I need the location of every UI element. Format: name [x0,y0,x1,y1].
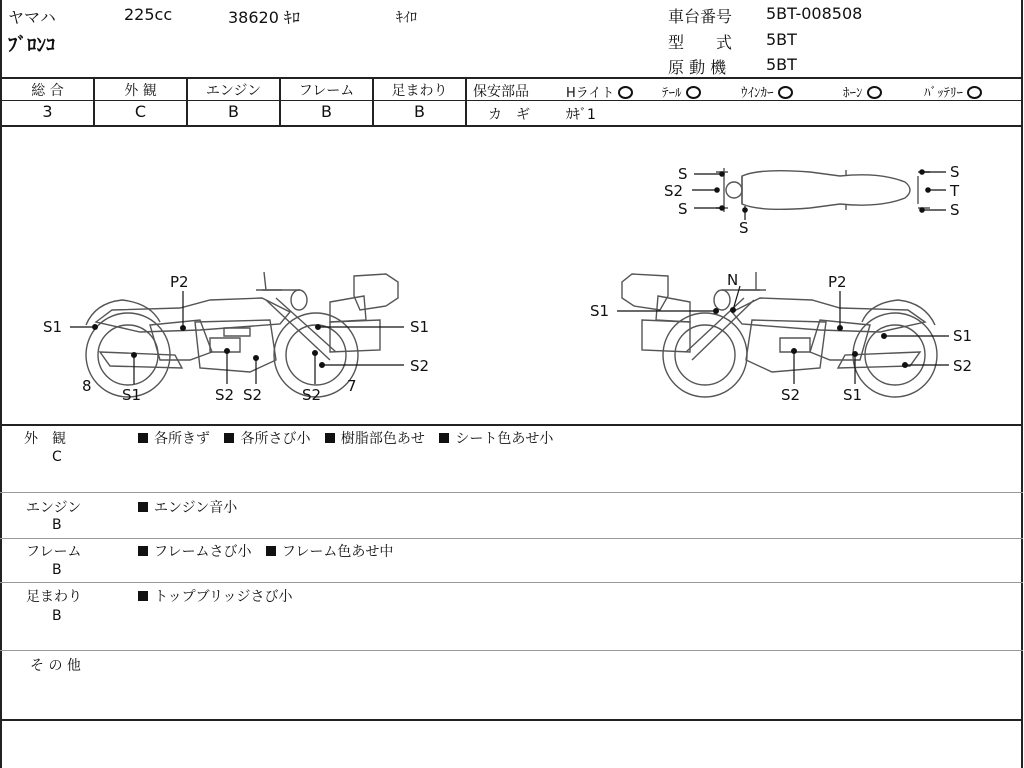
safety-item-headlight [566,82,633,101]
note-item: エンジン音小 [154,500,238,516]
safety-item-winker [741,82,793,101]
bullet-square-icon [439,433,449,443]
safety-parts-title: 保安部品 [473,84,529,100]
diagram-label: S2 [664,182,684,200]
grade-value-frame: B [321,102,332,121]
grade-value-total: 3 [42,102,53,121]
safety-item-label: ﾎｰﾝ [843,86,863,101]
divider-footer [0,719,1023,721]
diagram-label: S1 [43,318,63,336]
safety-item-horn [843,82,882,101]
grade-label-engine: エンジン [205,83,262,99]
diagram-label: S [739,219,749,237]
divider-header [0,77,1023,79]
color: ｷｲﾛ [396,10,417,26]
displacement: 225cc [124,5,173,24]
ok-circle-icon [867,86,882,99]
frame-number-value: 5BT-008508 [766,4,863,23]
note-grade-engine: B [52,517,62,533]
diagram-label: S2 [953,357,973,375]
bullet-square-icon [138,502,148,512]
grade-label-total: 総 合 [31,83,64,99]
diagram-label: S2 [215,386,235,404]
diagram-label: S2 [781,386,801,404]
grade-value-engine: B [228,102,239,121]
diagram-label: S [950,163,960,181]
bike-right-side-icon [622,272,937,397]
bullet-square-icon [138,546,148,556]
diagram-label: S [950,201,960,219]
diagram-label: S1 [410,318,430,336]
diagram-label: 8 [82,377,92,395]
type-label: 型 式 [668,33,733,52]
safety-item-label: ｳｲﾝｶｰ [741,86,774,101]
frame-number-label: 車台番号 [668,7,733,26]
note-item: 各所きず [154,431,210,447]
mileage: 38620 ｷﾛ [228,8,300,27]
bullet-square-icon [138,591,148,601]
note-items-engine [138,497,247,517]
safety-item-tail [662,82,701,101]
grade-value-suspension: B [414,102,425,121]
diagram-label: T [950,182,960,200]
diagram-label: S2 [302,386,322,404]
note-grade-suspension: B [52,608,62,624]
maker-name: ヤマハ [8,8,56,27]
safety-item-battery [924,82,982,101]
diagram-label: P2 [170,273,189,291]
diagram-label: S2 [243,386,263,404]
note-title-engine: エンジン [26,500,82,516]
diagram-label: S [678,165,688,183]
grade-label-suspension: 足まわり [391,83,448,99]
diagram-label: S1 [953,327,973,345]
key-label: カ ギ [488,107,530,123]
note-item: フレームさび小 [154,544,252,560]
diagram-label: 7 [347,377,357,395]
divider-note-4 [0,650,1023,651]
model-name: ﾌﾞﾛﾝｺ [8,34,56,56]
engine-model-label: 原 動 機 [668,58,727,77]
diagram-label: S2 [410,357,430,375]
ok-circle-icon [778,86,793,99]
safety-item-label: ﾊﾞｯﾃﾘｰ [924,86,963,101]
note-item: 樹脂部色あせ [340,431,425,447]
note-items-frame [138,541,403,561]
diagram-label: S1 [843,386,863,404]
grade-label-frame: フレーム [298,83,355,99]
divider-diagram [0,424,1023,426]
ok-circle-icon [967,86,982,99]
type-value: 5BT [766,30,797,49]
ok-circle-icon [686,86,701,99]
note-grade-frame: B [52,562,62,578]
divider-note-1 [0,492,1023,493]
note-title-suspension: 足まわり [26,589,82,605]
grade-sep-5 [465,77,467,126]
diagram-label: P2 [828,273,847,291]
grade-label-exterior: 外 観 [124,83,157,99]
ok-circle-icon [618,86,633,99]
bullet-square-icon [325,433,335,443]
note-grade-exterior: C [52,449,62,465]
bullet-square-icon [224,433,234,443]
safety-item-label: Hライト [566,86,615,101]
bike-top-view-icon [716,168,930,212]
note-title-exterior: 外 観 [24,431,66,447]
diagram-label: S [678,200,688,218]
divider-note-3 [0,582,1023,583]
note-item: 各所さび小 [240,431,311,447]
safety-item-label: ﾃｰﾙ [662,86,682,101]
note-items-exterior [138,428,563,448]
note-item: フレーム色あせ中 [281,544,394,560]
note-title-other: そ の 他 [30,658,81,674]
grade-value-exterior: C [134,102,147,121]
diagram-label: S1 [122,386,142,404]
bullet-square-icon [266,546,276,556]
note-item: シート色あせ小 [455,431,554,447]
diagram-label: N [727,271,739,289]
note-title-frame: フレーム [26,544,82,560]
note-item: トップブリッジさび小 [154,589,293,605]
divider-note-2 [0,538,1023,539]
damage-diagram [0,127,1022,423]
engine-model-value: 5BT [766,55,797,74]
note-items-suspension [138,586,302,606]
diagram-label: S1 [590,302,610,320]
bullet-square-icon [138,433,148,443]
key-value: ｶｷﾞ1 [566,107,596,123]
